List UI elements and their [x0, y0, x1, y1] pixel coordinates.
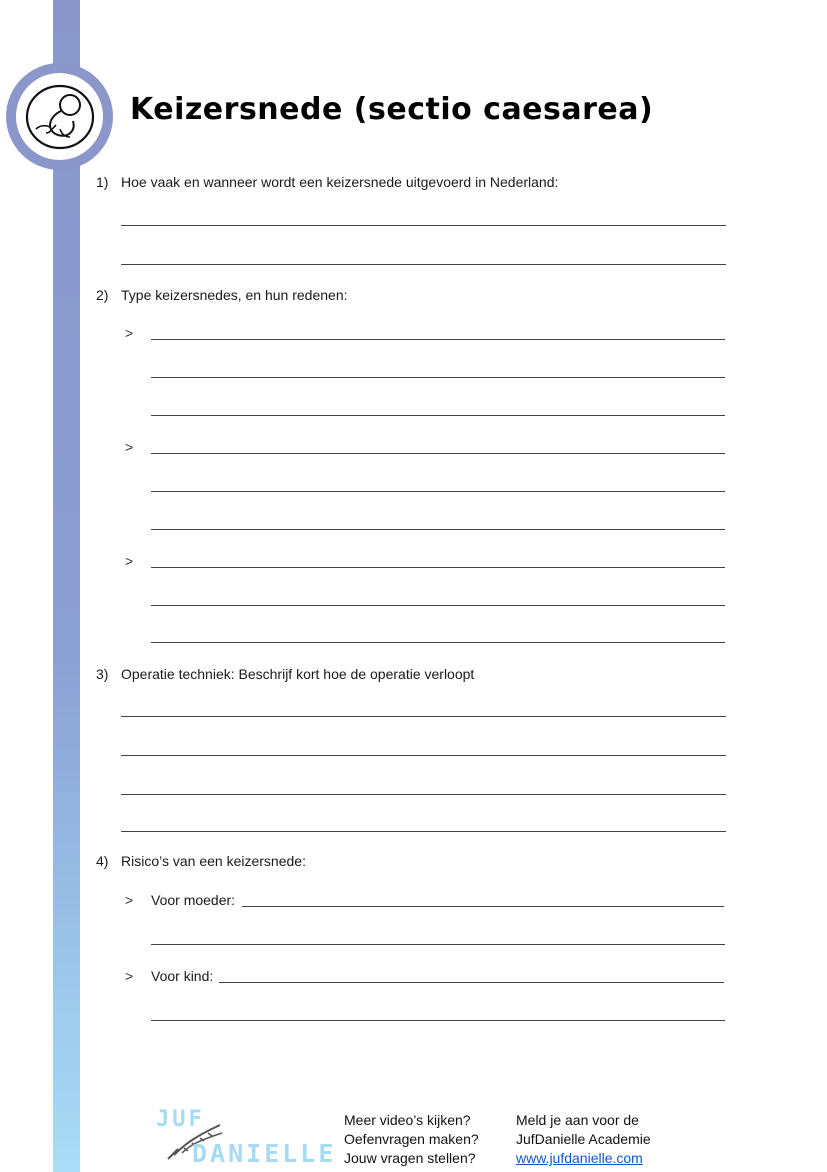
answer-line[interactable] [151, 944, 725, 945]
answer-line[interactable] [151, 415, 725, 416]
logo-inner [16, 73, 103, 160]
child-label: Voor kind: [151, 968, 214, 984]
fetus-icon [16, 73, 103, 160]
page-title: Keizersnede (sectio caesarea) [130, 92, 654, 127]
answer-line[interactable] [151, 1020, 725, 1021]
answer-line[interactable] [151, 453, 725, 454]
answer-line[interactable] [151, 377, 725, 378]
answer-line[interactable] [242, 906, 724, 907]
bullet-arrow: > [125, 892, 134, 908]
answer-line[interactable] [151, 529, 725, 530]
question-text: Type keizersnedes, en hun redenen: [121, 287, 348, 303]
website-link[interactable]: www.jufdanielle.com [516, 1150, 643, 1166]
question-number: 4) [96, 853, 109, 869]
footer-logo [150, 1105, 337, 1170]
answer-line[interactable] [151, 642, 725, 643]
logo-text-top: JUF [156, 1107, 205, 1132]
answer-line[interactable] [151, 567, 725, 568]
answer-line[interactable] [151, 605, 725, 606]
question-number: 2) [96, 287, 109, 303]
question-text: Hoe vaak en wanneer wordt een keizersnede uitgevoerd in Nederland: [121, 174, 559, 190]
footer-col-2 [516, 1111, 651, 1168]
bullet-arrow: > [125, 325, 134, 341]
answer-line[interactable] [219, 982, 724, 983]
mother-label: Voor moeder: [151, 892, 236, 908]
answer-line[interactable] [121, 716, 726, 717]
answer-line[interactable] [151, 339, 725, 340]
footer-line: Oefenvragen maken? [344, 1131, 479, 1147]
answer-line[interactable] [121, 225, 726, 226]
answer-line[interactable] [121, 264, 726, 265]
question-text: Risico’s van een keizersnede: [121, 853, 306, 869]
answer-line[interactable] [121, 794, 726, 795]
answer-line[interactable] [151, 491, 725, 492]
question-number: 3) [96, 666, 109, 682]
logo-text-bottom: DANIELLE [192, 1139, 337, 1168]
answer-line[interactable] [121, 831, 726, 832]
footer-col-1 [344, 1111, 479, 1168]
bullet-arrow: > [125, 553, 134, 569]
question-number: 1) [96, 174, 109, 190]
bullet-arrow: > [125, 439, 134, 455]
footer-line: Meer video’s kijken? [344, 1112, 471, 1128]
logo-badge [6, 63, 113, 170]
footer-line: JufDanielle Academie [516, 1131, 651, 1147]
footer-line: Jouw vragen stellen? [344, 1150, 476, 1166]
answer-line[interactable] [121, 755, 726, 756]
bullet-arrow: > [125, 968, 134, 984]
question-text: Operatie techniek: Beschrijf kort hoe de operatie verloopt [121, 666, 475, 682]
footer-line: Meld je aan voor de [516, 1112, 639, 1128]
side-bar [53, 0, 80, 1172]
